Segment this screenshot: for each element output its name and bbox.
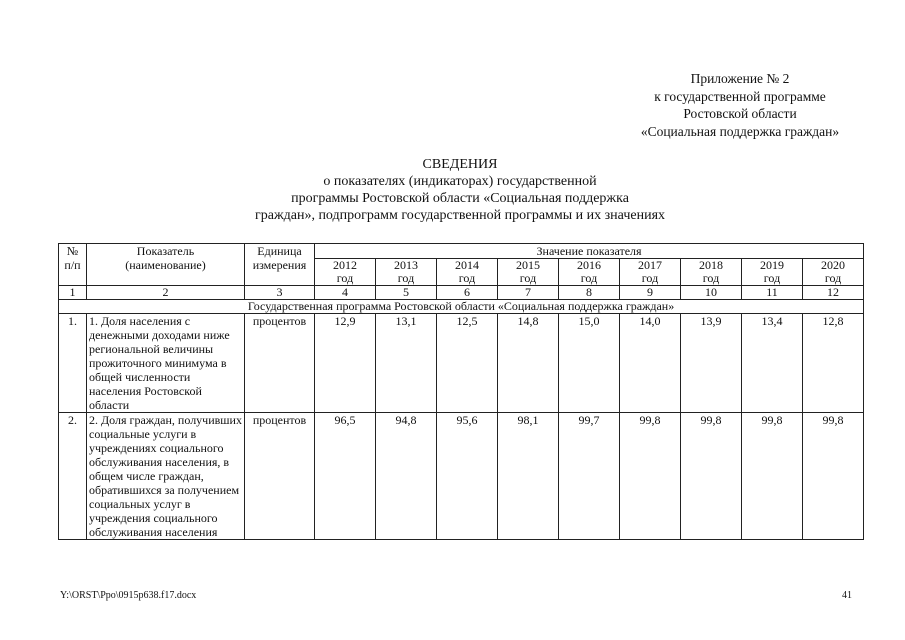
column-number: 10 — [681, 286, 742, 300]
header-indicator: Показатель (наименование) — [87, 244, 245, 286]
row-value: 94,8 — [376, 413, 437, 540]
column-number: 12 — [803, 286, 864, 300]
column-number: 2 — [87, 286, 245, 300]
title-line-2: о показателях (индикаторах) государственной — [323, 174, 597, 189]
column-number: 7 — [498, 286, 559, 300]
row-number: 2. — [59, 413, 87, 540]
row-unit: процентов — [245, 314, 315, 413]
appendix-line-3: Ростовской области — [683, 106, 797, 121]
row-value: 99,8 — [742, 413, 803, 540]
table-row — [59, 413, 864, 540]
appendix-line-1: Приложение № 2 — [690, 71, 790, 86]
indicators-table — [58, 243, 864, 540]
page-number: 41 — [842, 590, 852, 601]
header-year: 2017 год — [620, 259, 681, 286]
row-value: 98,1 — [498, 413, 559, 540]
row-value: 99,8 — [681, 413, 742, 540]
column-number-row — [59, 286, 864, 300]
header-value: Значение показателя — [315, 244, 864, 259]
column-number: 5 — [376, 286, 437, 300]
row-value: 13,9 — [681, 314, 742, 413]
column-number: 1 — [59, 286, 87, 300]
row-value: 14,0 — [620, 314, 681, 413]
header-row-1 — [59, 244, 864, 259]
table-row — [59, 314, 864, 413]
column-number: 8 — [559, 286, 620, 300]
document-title — [180, 156, 740, 224]
row-value: 99,8 — [803, 413, 864, 540]
header-year: 2018 год — [681, 259, 742, 286]
row-value: 95,6 — [437, 413, 498, 540]
header-year: 2014 год — [437, 259, 498, 286]
row-indicator: 1. Доля населения с денежными доходами ниже региональной величины прожиточного минимума в общей численности населения Ростовской области — [87, 314, 245, 413]
header-year: 2012 год — [315, 259, 376, 286]
row-indicator: 2. Доля граждан, получивших социальные услуги в учреждениях социального обслуживания населения, в общем числе граждан, обратившихся за получением социальных услуг в учреждения социального обслуживания населения — [87, 413, 245, 540]
header-no: № п/п — [59, 244, 87, 286]
header-year: 2015 год — [498, 259, 559, 286]
row-value: 12,5 — [437, 314, 498, 413]
row-value: 14,8 — [498, 314, 559, 413]
row-unit: процентов — [245, 413, 315, 540]
row-value: 12,9 — [315, 314, 376, 413]
row-value: 96,5 — [315, 413, 376, 540]
program-title: Государственная программа Ростовской области «Социальная поддержка граждан» — [59, 300, 864, 314]
row-value: 13,4 — [742, 314, 803, 413]
title-line-1: СВЕДЕНИЯ — [422, 157, 498, 172]
row-value: 15,0 — [559, 314, 620, 413]
header-year: 2020 год — [803, 259, 864, 286]
title-line-4: граждан», подпрограмм государственной программы и их значениях — [254, 208, 666, 223]
row-value: 99,8 — [620, 413, 681, 540]
header-unit: Единица измерения — [245, 244, 315, 286]
header-year: 2019 год — [742, 259, 803, 286]
column-number: 4 — [315, 286, 376, 300]
appendix-line-4: «Социальная поддержка граждан» — [640, 123, 840, 139]
row-value: 99,7 — [559, 413, 620, 540]
row-value: 12,8 — [803, 314, 864, 413]
column-number: 6 — [437, 286, 498, 300]
column-number: 3 — [245, 286, 315, 300]
column-number: 9 — [620, 286, 681, 300]
header-year: 2016 год — [559, 259, 620, 286]
row-number: 1. — [59, 314, 87, 413]
column-number: 11 — [742, 286, 803, 300]
program-title-row — [59, 300, 864, 314]
appendix-line-2: к государственной программе — [654, 88, 826, 104]
appendix-header — [600, 70, 880, 140]
row-value: 13,1 — [376, 314, 437, 413]
footer-file-path: Y:\ORST\Ppo\0915p638.f17.docx — [60, 590, 197, 601]
title-line-3: программы Ростовской области «Социальная поддержка — [291, 191, 629, 206]
header-year: 2013 год — [376, 259, 437, 286]
